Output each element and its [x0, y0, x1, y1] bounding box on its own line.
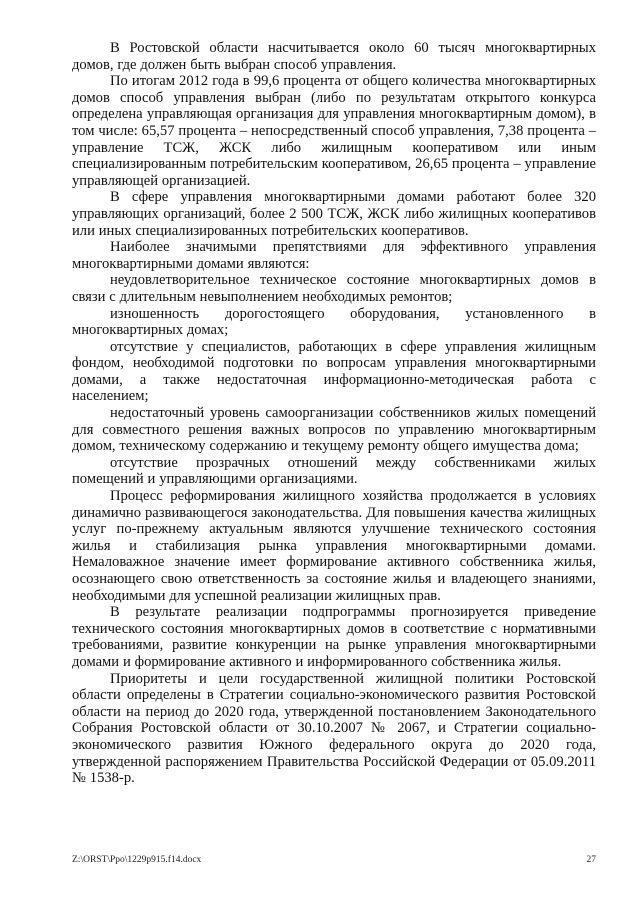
list-item: отсутствие прозрачных отношений между собственниками жилых помещений и управляющими организациями. — [72, 454, 596, 488]
paragraph: В результате реализации подпрограммы прогнозируется приведение технического состояния многоквартирных домов в соответствие с нормативными требованиями, развитие конкуренции на рынке управления многоквартирными домами и формирование активного и информированного собственника жилья. — [72, 604, 596, 670]
list-item: изношенность дорогостоящего оборудования, установленного в многоквартирных домах; — [72, 305, 596, 339]
list-item: неудовлетворительное техническое состояние многоквартирных домов в связи с длительным невыполнением необходимых ремонтов; — [72, 272, 596, 305]
page-footer — [72, 854, 596, 868]
paragraph: Процесс реформирования жилищного хозяйства продолжается в условиях динамично развивающегося законодательства. Для повышения качества жилищных услуг по-прежнему актуальным являются улучшение технического состояния жилья и стабилизация рынка управления многоквартирными домами. Немаловажное значение имеет формирование активного собственника жилья, осознающего свою ответственность за состояние жилья и владеющего знаниями, необходимыми для успешной реализации жилищных прав. — [72, 488, 596, 604]
document-body — [72, 40, 596, 787]
paragraph: По итогам 2012 года в 99,6 процента от общего количества многоквартирных домов способ управления выбран (либо по результатам открытого конкурса определена управляющая организация для управления многоквартирным домом), в том числе: 65,57 процента – непосредственный способ управления, 7,38 процента – управление ТСЖ, ЖСК либо жилищным кооперативом или иным специализированным потребительским кооперативом, 26,65 процента – управление управляющей организацией. — [72, 73, 596, 189]
list-item: отсутствие у специалистов, работающих в сфере управления жилищным фондом, необходимой подготовки по вопросам управления многоквартирными домами, а также недостаточная информационно-методическая работа с населением; — [72, 338, 596, 405]
list-item: недостаточный уровень самоорганизации собственников жилых помещений для совместного решения важных вопросов по управлению многоквартирным домом, техническому содержанию и текущему ремонту общего имущества дома; — [72, 405, 596, 455]
page-number: 27 — [586, 855, 596, 865]
paragraph: В сфере управления многоквартирными домами работают более 320 управляющих организаций, более 2 500 ТСЖ, ЖСК либо жилищных кооперативов или иных специализированных потребительских кооперативов. — [72, 189, 596, 239]
paragraph: В Ростовской области насчитывается около 60 тысяч многоквартирных домов, где должен быть выбран способ управления. — [72, 40, 596, 73]
file-path: Z:\ORST\Ppo\1229p915.f14.docx — [72, 855, 202, 865]
paragraph: Приоритеты и цели государственной жилищной политики Ростовской области определены в Стратегии социально-экономического развития Ростовской области на период до 2020 года, утвержденной постановлением Законодательного Собрания Ростовской области от 30.10.2007 № 2067, и Стратегии социально-экономического развития Южного федерального округа до 2020 года, утвержденной распоряжением Правительства Российской Федерации от 05.09.2011 № 1538-р. — [72, 670, 596, 787]
paragraph: Наиболее значимыми препятствиями для эффективного управления многоквартирными домами являются: — [72, 239, 596, 272]
